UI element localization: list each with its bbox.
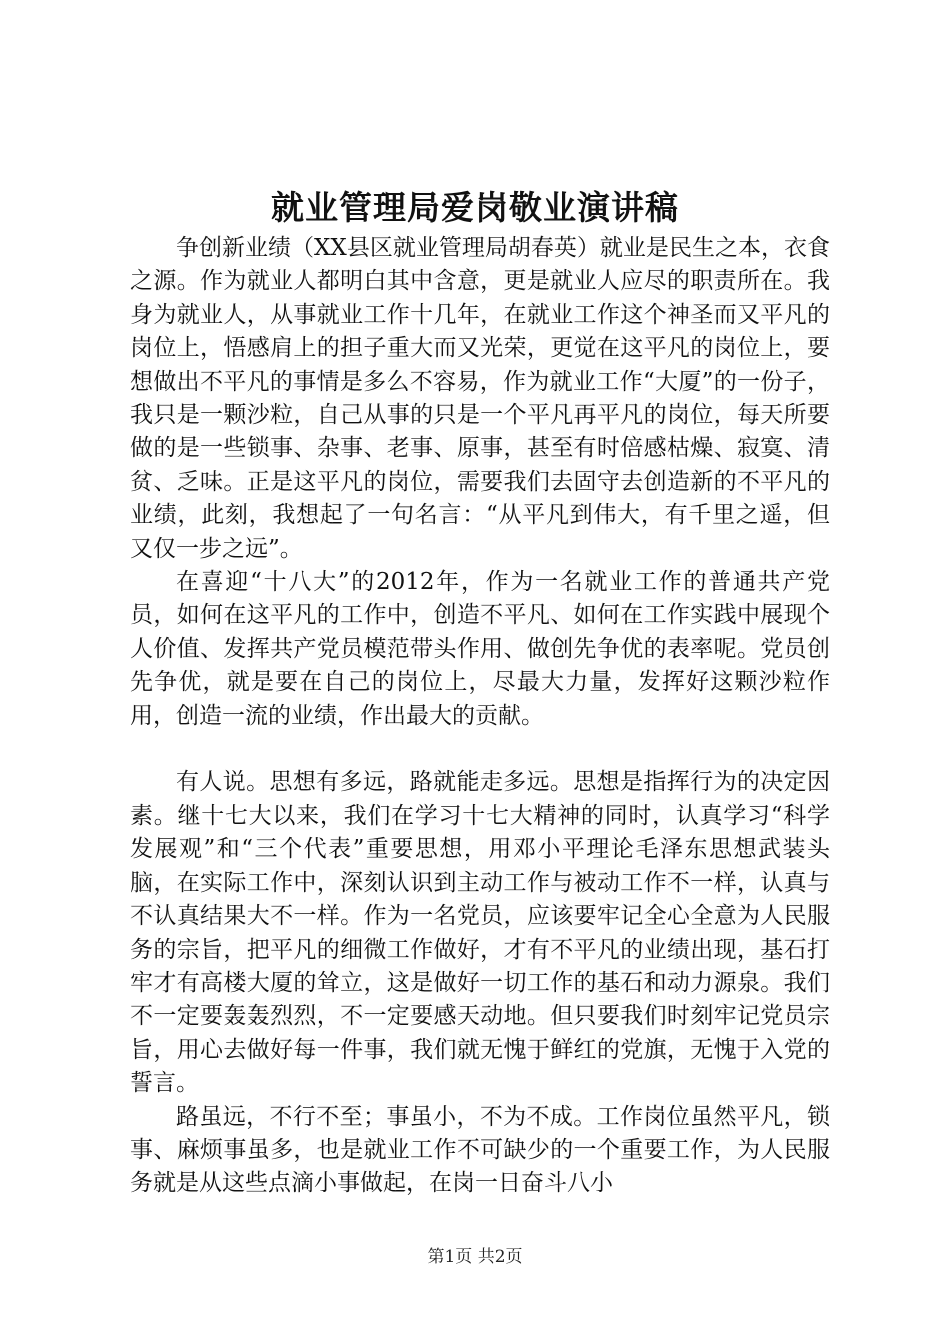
page-footer: 第1页 共2页	[427, 1247, 523, 1267]
paragraph-4: 路虽远，不行不至；事虽小，不为不成。工作岗位虽然平凡，锁事、麻烦事虽多，也是就业工作不可缺少的一个重要工作，为人民服务就是从这些点滴小事做起，在岗一日奋斗八小	[130, 1103, 830, 1197]
document-body	[130, 232, 830, 1201]
paragraph-2: 在喜迎“十八大”的2012年，作为一名就业工作的普通共产党员，如何在这平凡的工作中，创造不平凡、如何在工作实践中展现个人价值、发挥共产党员模范带头作用、做创先争优的表率呢。党员创先争优，就是要在自己的岗位上，尽最大力量，发挥好这颗沙粒作用，创造一流的业绩，作出最大的贡献。	[130, 569, 830, 729]
document-title: 就业管理局爱岗敬业演讲稿	[271, 188, 679, 227]
paragraph-3: 有人说。思想有多远，路就能走多远。思想是指挥行为的决定因素。继十七大以来，我们在学习十七大精神的同时，认真学习“科学发展观”和“三个代表”重要思想，用邓小平理论毛泽东思想武装头脑，在实际工作中，深刻认识到主动工作与被动工作不一样，认真与不认真结果大不一样。作为一名党员，应该要牢记全心全意为人民服务的宗旨，把平凡的细微工作做好，才有不平凡的业绩出现，基石打牢才有高楼大厦的耸立，这是做好一切工作的基石和动力源泉。我们不一定要轰轰烈烈，不一定要感天动地。但只要我们时刻牢记党员宗旨，用心去做好每一件事，我们就无愧于鲜红的党旗，无愧于入党的誓言。	[130, 769, 830, 1097]
paragraph-1: 争创新业绩（XX县区就业管理局胡春英）就业是民生之本，衣食之源。作为就业人都明白其中含意，更是就业人应尽的职责所在。我身为就业人，从事就业工作十几年，在就业工作这个神圣而又平凡的岗位上，悟感肩上的担子重大而又光荣，更觉在这平凡的岗位上，要想做出不平凡的事情是多么不容易，作为就业工作“大厦”的一份子，我只是一颗沙粒，自己从事的只是一个平凡再平凡的岗位，每天所要做的是一些锁事、杂事、老事、原事，甚至有时倍感枯燥、寂寞、清贫、乏味。正是这平凡的岗位，需要我们去固守去创造新的不平凡的业绩，此刻，我想起了一句名言：“从平凡到伟大，有千里之遥，但又仅一步之远”。	[130, 235, 830, 562]
paragraph-gap	[130, 733, 830, 766]
